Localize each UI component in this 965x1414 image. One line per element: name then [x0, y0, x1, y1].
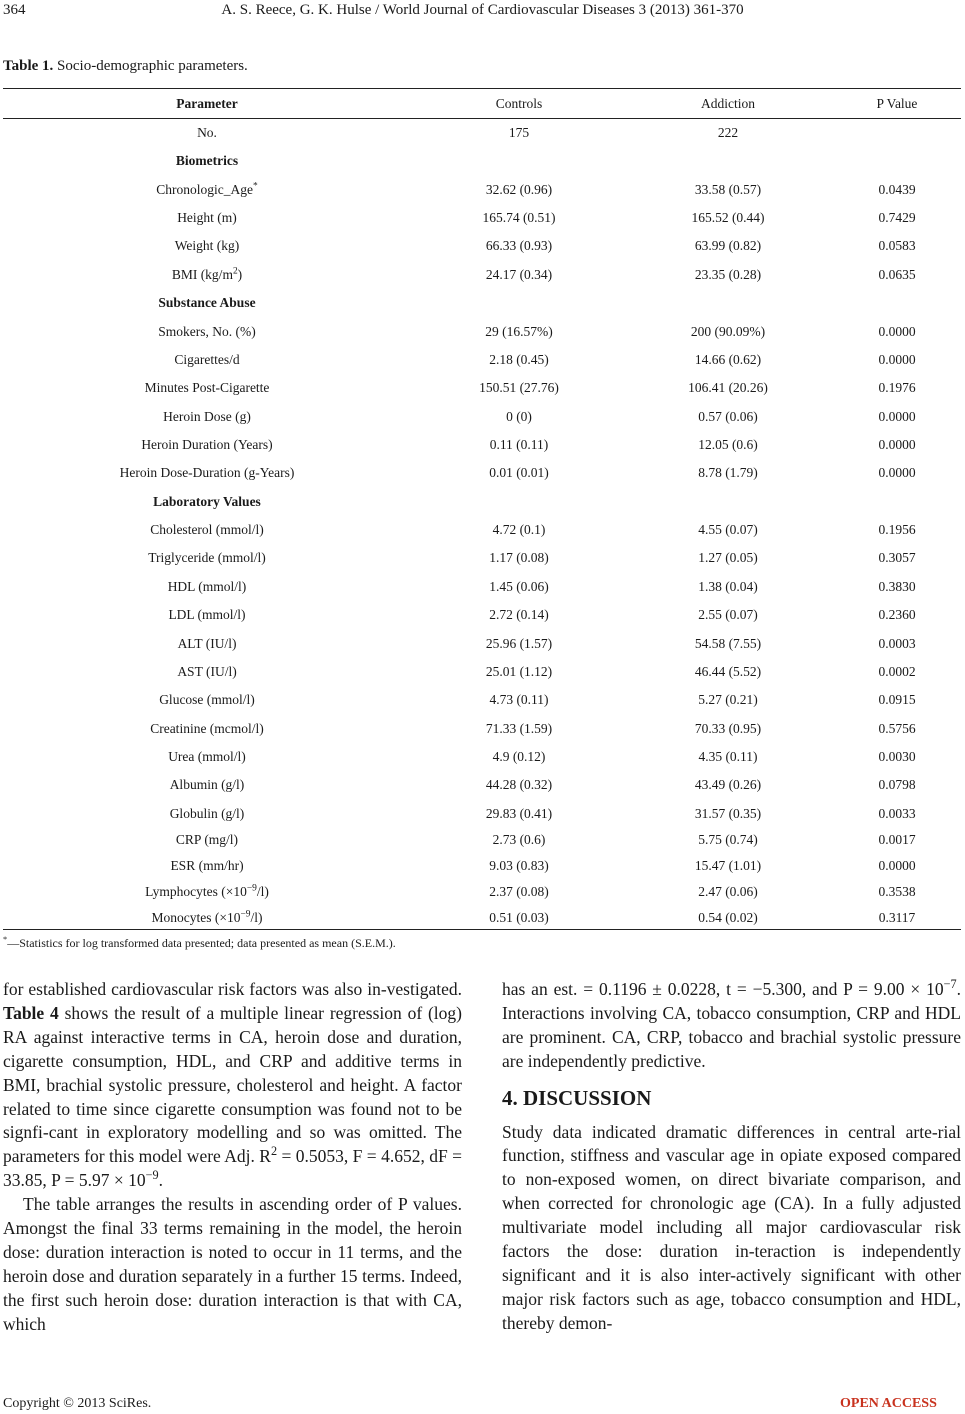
section-heading-discussion: 4. DISCUSSION	[502, 1085, 652, 1110]
cell-parameter: Chronologic_Age*	[156, 181, 258, 197]
cell-parameter: Substance Abuse	[158, 295, 256, 311]
cell-p-value: 0.3117	[878, 910, 916, 926]
column-header-controls: Controls	[495, 96, 543, 111]
cell-addiction: 200 (90.09%)	[690, 323, 766, 339]
cell-p-value: 0.0003	[878, 635, 916, 651]
cell-addiction: 2.55 (0.07)	[698, 607, 758, 623]
cell-p-value: 0.0583	[878, 238, 916, 254]
cell-controls: 2.72 (0.14)	[489, 607, 549, 623]
table-section-row	[3, 295, 961, 315]
table-row	[3, 380, 961, 400]
table-section-row	[3, 153, 961, 173]
cell-addiction: 1.38 (0.04)	[698, 578, 758, 594]
cell-parameter: Albumin (g/l)	[169, 777, 245, 793]
table-bottom-rule	[3, 929, 961, 930]
cell-parameter: HDL (mmol/l)	[167, 578, 247, 594]
left-paragraph-2: The table arranges the results in ascending order of P values. Amongst the final 33 terms remaining in the model, the heroin dose: duration interaction is noted to occur in 11 terms, and the heroin dose and duration separately in a further 15 terms. Indeed, the first such heroin dose: duration interaction is that with CA, which	[3, 1194, 462, 1334]
cell-controls: 9.03 (0.83)	[489, 858, 549, 873]
cell-addiction: 1.27 (0.05)	[698, 550, 758, 566]
cell-p-value: 0.0000	[878, 465, 916, 481]
table-caption-label: Table 1.	[3, 58, 54, 74]
cell-p-value: 0.0000	[878, 858, 916, 873]
table-row	[3, 550, 961, 570]
cell-controls: 1.45 (0.06)	[489, 578, 549, 594]
cell-parameter: ESR (mm/hr)	[170, 858, 244, 873]
cell-p-value: 0.3830	[878, 578, 916, 594]
cell-p-value: 0.0033	[878, 805, 916, 821]
table-row	[3, 858, 961, 878]
table-row	[3, 721, 961, 741]
cell-p-value: 0.0000	[878, 323, 916, 339]
column-header-p-value: P Value	[876, 96, 918, 111]
cell-parameter: Monocytes $(\times 10^{-9}/l)$	[151, 909, 263, 926]
cell-p-value: 0.0915	[878, 692, 916, 708]
footnote-mark: *	[3, 935, 8, 944]
page-header	[0, 0, 965, 24]
table-top-rule	[3, 88, 961, 89]
cell-addiction: 46.44 (5.52)	[694, 663, 762, 679]
cell-controls: 2.37 (0.08)	[489, 884, 549, 900]
cell-parameter: Weight (kg)	[174, 238, 240, 254]
table-row	[3, 352, 961, 372]
cell-controls: 0.11 (0.11)	[489, 437, 549, 452]
cell-addiction: 70.33 (0.95)	[694, 720, 762, 736]
running-head: A. S. Reece, G. K. Hulse / World Journal of Cardiovascular Diseases 3 (2013) 361-370	[221, 2, 744, 18]
cell-controls: 0.01 (0.01)	[489, 465, 549, 481]
table-4-reference: Table 4	[3, 1002, 59, 1023]
table-row	[3, 437, 961, 457]
cell-parameter: Heroin Dose-Duration (g-Years)	[119, 465, 295, 481]
cell-addiction: 106.41 (20.26)	[688, 380, 768, 396]
table-header-rule	[3, 118, 961, 119]
cell-p-value: 0.0439	[878, 181, 916, 197]
cell-addiction: 31.57 (0.35)	[694, 805, 762, 821]
cell-controls: 4.9 (0.12)	[492, 748, 546, 764]
cell-p-value: 0.3057	[878, 550, 916, 566]
left-column	[3, 978, 462, 1337]
cell-parameter: Cholesterol (mmol/l)	[150, 522, 264, 537]
cell-parameter: Biometrics	[175, 153, 239, 169]
cell-parameter: Minutes Post-Cigarette	[144, 380, 270, 396]
cell-parameter: Creatinine (mcmol/l)	[150, 720, 264, 736]
table-row	[3, 806, 961, 826]
cell-addiction: 63.99 (0.82)	[694, 238, 762, 254]
cell-parameter: ALT (IU/l)	[177, 635, 237, 651]
table-row	[3, 522, 961, 542]
cell-p-value: 0.0798	[878, 777, 916, 793]
table-row	[3, 238, 961, 258]
cell-addiction: 15.47 (1.01)	[694, 858, 762, 873]
cell-addiction: 5.27 (0.21)	[698, 692, 758, 708]
cell-parameter: BMI $(kg/m^2)$	[171, 266, 243, 282]
cell-parameter: Lymphocytes $(\times 10^{-9}/l)$	[145, 883, 269, 900]
table-row	[3, 465, 961, 485]
cell-controls: 4.72 (0.1)	[492, 522, 546, 537]
cell-parameter: Heroin Duration (Years)	[141, 437, 273, 452]
table-footnote	[3, 936, 396, 951]
table-caption-text: Socio-demographic parameters.	[53, 58, 248, 74]
table-row	[3, 777, 961, 797]
cell-addiction: 33.58 (0.57)	[694, 181, 762, 197]
cell-addiction: 12.05 (0.6)	[698, 437, 758, 452]
cell-parameter: Smokers, No. (%)	[158, 323, 256, 339]
table-row	[3, 607, 961, 627]
table-caption	[3, 58, 248, 75]
cell-controls: 4.73 (0.11)	[489, 692, 549, 708]
table-row	[3, 692, 961, 712]
cell-p-value: 0.0000	[878, 408, 916, 424]
table-row	[3, 636, 961, 656]
table-row	[3, 210, 961, 230]
cell-controls: 25.01 (1.12)	[485, 663, 553, 679]
cell-controls: 165.74 (0.51)	[482, 210, 556, 226]
cell-parameter: Laboratory Values	[153, 493, 261, 509]
table-row	[3, 749, 961, 769]
cell-p-value: 0.0017	[878, 831, 916, 847]
footnote-text: —Statistics for log transformed data presented; data presented as mean (S.E.M.).	[7, 936, 396, 950]
page-number: 364	[3, 2, 26, 18]
cell-p-value: 0.0000	[878, 351, 916, 367]
cell-parameter: Cigarettes/d	[174, 351, 240, 367]
cell-addiction: 43.49 (0.26)	[694, 777, 762, 793]
cell-parameter: Triglyceride (mmol/l)	[148, 550, 266, 566]
cell-p-value: 0.7429	[878, 210, 916, 226]
cell-controls: 2.73 (0.6)	[492, 831, 546, 847]
copyright-notice: Copyright © 2013 SciRes.	[3, 1396, 152, 1411]
cell-controls: 150.51 (27.76)	[479, 380, 559, 396]
cell-controls: 175	[508, 125, 530, 140]
cell-p-value: 0.0635	[878, 266, 916, 282]
cell-parameter: Urea (mmol/l)	[168, 748, 246, 764]
table-row	[3, 267, 961, 287]
cell-controls: 2.18 (0.45)	[489, 351, 549, 367]
right-paragraph-2: Study data indicated dramatic differences in central arte-rial function, stiffness and vascular age in opiate exposed compared to non-exposed women, on direct bivariate comparison, and when corrected for chronologic age (CA). In a fully adjusted multivariate model including all major cardiovascular risk factors the dose: duration in-teraction is independently significant and it is also inter-actively significant with other major risk factors such as age, tobacco consumption and HDL, thereby demon-	[502, 1121, 961, 1333]
cell-parameter: No.	[197, 125, 217, 140]
cell-parameter: CRP (mg/l)	[175, 831, 239, 847]
cell-p-value: 0.3538	[878, 884, 916, 900]
cell-addiction: 222	[717, 125, 739, 140]
table-row	[3, 125, 961, 145]
cell-controls: 44.28 (0.32)	[485, 777, 553, 793]
cell-parameter: Heroin Dose (g)	[163, 408, 251, 424]
table-row	[3, 910, 961, 930]
cell-controls: 1.17 (0.08)	[489, 550, 549, 566]
cell-controls: 71.33 (1.59)	[485, 720, 553, 736]
cell-addiction: 8.78 (1.79)	[698, 465, 758, 481]
cell-controls: 0 (0)	[506, 408, 532, 424]
table-row	[3, 579, 961, 599]
cell-addiction: 2.47 (0.06)	[698, 884, 758, 900]
cell-p-value: 0.5756	[878, 720, 916, 736]
cell-parameter: Globulin (g/l)	[169, 805, 245, 821]
open-access-label: OPEN ACCESS	[840, 1396, 937, 1411]
cell-p-value: 0.2360	[878, 607, 916, 623]
table-row	[3, 832, 961, 852]
cell-controls: 24.17 (0.34)	[485, 266, 553, 282]
cell-addiction: 14.66 (0.62)	[694, 351, 762, 367]
left-paragraph-1: for established cardiovascular risk factors was also in-vestigated. Table 4 shows the result of a multiple linear regression of (log) RA against interactive terms in CA, heroin dose and duration, cigarette consumption, HDL, and CRP and additive terms in BMI, brachial systolic pressure, cholesterol and height. A factor related to time since cigarette consumption was found not to be signfi-cant in exploratory modelling and so was omitted. The parameters for this model were Adj. $R^2 = 0.5053$, F = 4.652, dF = 33.85, $P = 5.97 \times 10^{-9}$.	[3, 979, 462, 1191]
cell-controls: 29.83 (0.41)	[485, 805, 553, 821]
cell-parameter: Glucose (mmol/l)	[159, 692, 255, 708]
column-header-parameter: Parameter	[176, 96, 238, 111]
table-row	[3, 409, 961, 429]
cell-controls: 25.96 (1.57)	[485, 635, 553, 651]
table-row	[3, 884, 961, 904]
cell-addiction: 4.35 (0.11)	[698, 748, 758, 764]
table-header-row	[3, 96, 961, 116]
column-header-addiction: Addiction	[701, 96, 755, 111]
cell-controls: 32.62 (0.96)	[485, 181, 553, 197]
table-section-row	[3, 494, 961, 514]
cell-addiction: 0.54 (0.02)	[698, 910, 758, 926]
cell-p-value: 0.1956	[878, 522, 916, 537]
table-row	[3, 182, 961, 202]
cell-addiction: 54.58 (7.55)	[694, 635, 762, 651]
cell-p-value: 0.0030	[878, 748, 916, 764]
cell-controls: 29 (16.57%)	[485, 323, 553, 339]
cell-controls: 66.33 (0.93)	[485, 238, 553, 254]
cell-controls: 0.51 (0.03)	[489, 910, 549, 926]
cell-addiction: 165.52 (0.44)	[691, 210, 765, 226]
cell-parameter: AST (IU/l)	[177, 663, 237, 679]
right-column	[502, 978, 961, 1336]
right-paragraph-1: has an est. = 0.1196 ± 0.0228, t = −5.300, and $P = 9.00 \times 10^{-7}$. Interactions involving CA, tobacco consumption, CRP and HDL are prominent. CA, CRP, tobacco and brachial systolic pressure are independently predictive.	[502, 977, 961, 1071]
cell-addiction: 0.57 (0.06)	[698, 408, 758, 424]
cell-addiction: 4.55 (0.07)	[698, 522, 758, 537]
cell-parameter: Height (m)	[177, 210, 237, 226]
table-row	[3, 324, 961, 344]
cell-p-value: 0.0002	[878, 663, 916, 679]
cell-addiction: 5.75 (0.74)	[698, 831, 758, 847]
cell-p-value: 0.1976	[878, 380, 916, 396]
cell-parameter: LDL (mmol/l)	[168, 607, 246, 623]
cell-addiction: 23.35 (0.28)	[694, 266, 762, 282]
cell-p-value: 0.0000	[878, 437, 916, 452]
table-row	[3, 664, 961, 684]
